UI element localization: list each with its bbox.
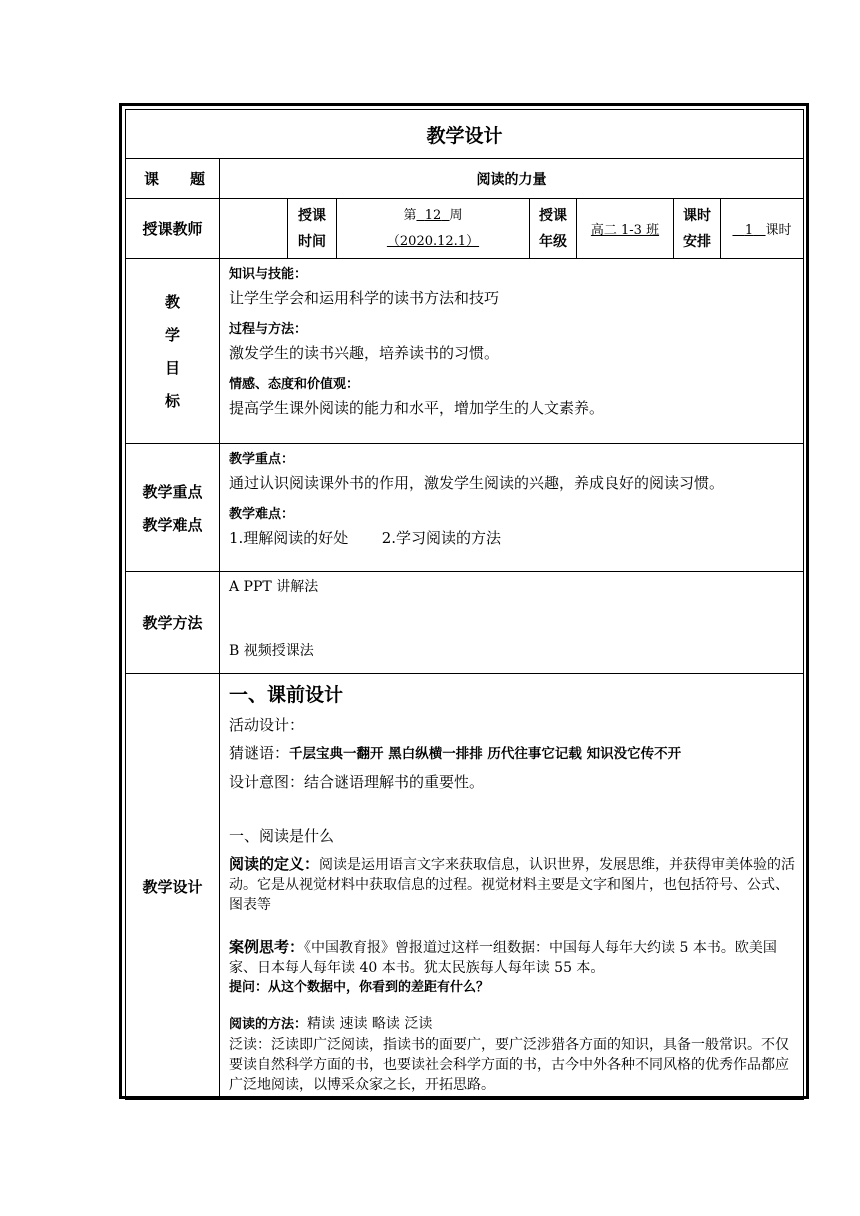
- topic-label: 课 题: [126, 159, 220, 199]
- hours-value: 1 课时: [721, 199, 804, 259]
- reading-methods: 阅读的方法：精读 速读 略读 泛读: [229, 1016, 433, 1032]
- case-study: 案例思考：《中国教育报》曾报道过这样一组数据：中国每人每年大约读 5 本书。欧美国家、日本每人每年读 40 本书。犹太民族每人每年读 55 本。: [229, 938, 777, 976]
- lesson-plan-frame: [119, 103, 809, 1099]
- teacher-value: [220, 199, 288, 259]
- method-content: A PPT 讲解法 B 视频授课法: [220, 572, 804, 674]
- method-label: 教学方法: [126, 572, 220, 674]
- teacher-label: 授课教师: [126, 199, 220, 259]
- definition: 阅读的定义：阅读是运用语言文字来获取信息，认识世界，发展思维，并获得审美体验的活动。它是从视觉材料中获取信息的过程。视觉材料主要是文字和图片，也包括符号、公式、图表等: [229, 855, 796, 913]
- time-date: （2020.12.1）: [386, 233, 480, 249]
- topic-value: 阅读的力量: [220, 159, 804, 199]
- lesson-plan-table: [125, 109, 804, 1100]
- time-value: 第 12 周 （2020.12.1）: [337, 199, 530, 259]
- design-label: 教学设计: [126, 674, 220, 1100]
- fan-reading: 泛读：泛读即广泛阅读，指读书的面要广，要广泛涉猎各方面的知识，具备一般常识。不仅要读自然科学方面的书，也要读社会科学方面的书，古今中外各种不同风格的优秀作品都应广泛地阅读，以博采众家之长，开拓思路。: [229, 1037, 789, 1093]
- grade-label: 授课 年级: [530, 199, 577, 259]
- hours-label: 课时 安排: [674, 199, 721, 259]
- grade-value: 高二 1-3 班: [577, 199, 674, 259]
- key-diff-label: 教学重点 教学难点: [126, 444, 220, 572]
- time-label: 授课 时间: [288, 199, 337, 259]
- key-diff-content: 教学重点： 通过认识阅读课外书的作用，激发学生阅读的兴趣，养成良好的阅读习惯。 教学难点： 1.理解阅读的好处 2.学习阅读的方法: [220, 444, 804, 572]
- goals-content: 知识与技能： 让学生学会和运用科学的读书方法和技巧 过程与方法： 激发学生的读书兴趣，培养读书的习惯。 情感、态度和价值观： 提高学生课外阅读的能力和水平，增加学生的人文素养。: [220, 259, 804, 444]
- goals-label: 教 学 目 标: [126, 259, 220, 444]
- design-content: 一、课前设计 活动设计： 猜谜语：千层宝典一翻开 黑白纵横一排排 历代往事它记载 知识没它传不开 设计意图：结合谜语理解书的重要性。 一、阅读是什么 阅读的定义：阅读是运用语言文字来获取信息，认识世界，发展思维，并获得审美体验的活动。它是从视觉材料中获取信息的过程。视觉材料主要是文字和图片，也包括符号、公式、图表等 案例思考：《中国教育报》曾报道过这样一组数据：中国每人每年大约读 5 本书。欧美国家、日本每人每年读 40 本书。犹太民族每人每年读 55 本。 提问：从这个数据中，你看到的差距有什么？ 阅读的方法：精读 速读 略读 泛读 泛读：泛读即广泛阅读，指读书的面要广，要广泛涉猎各方面的知识，具备一般常识。不仅要读自然科学方面的书，也要读社会科学方面的书，古今中外各种不同风格的优秀作品都应广泛地阅读，以博采众家之长，开拓思路。: [220, 674, 804, 1100]
- riddle: 猜谜语：千层宝典一翻开 黑白纵横一排排 历代往事它记载 知识没它传不开: [229, 744, 682, 762]
- doc-title: 教学设计: [126, 110, 804, 159]
- design-heading: 一、课前设计: [229, 684, 344, 706]
